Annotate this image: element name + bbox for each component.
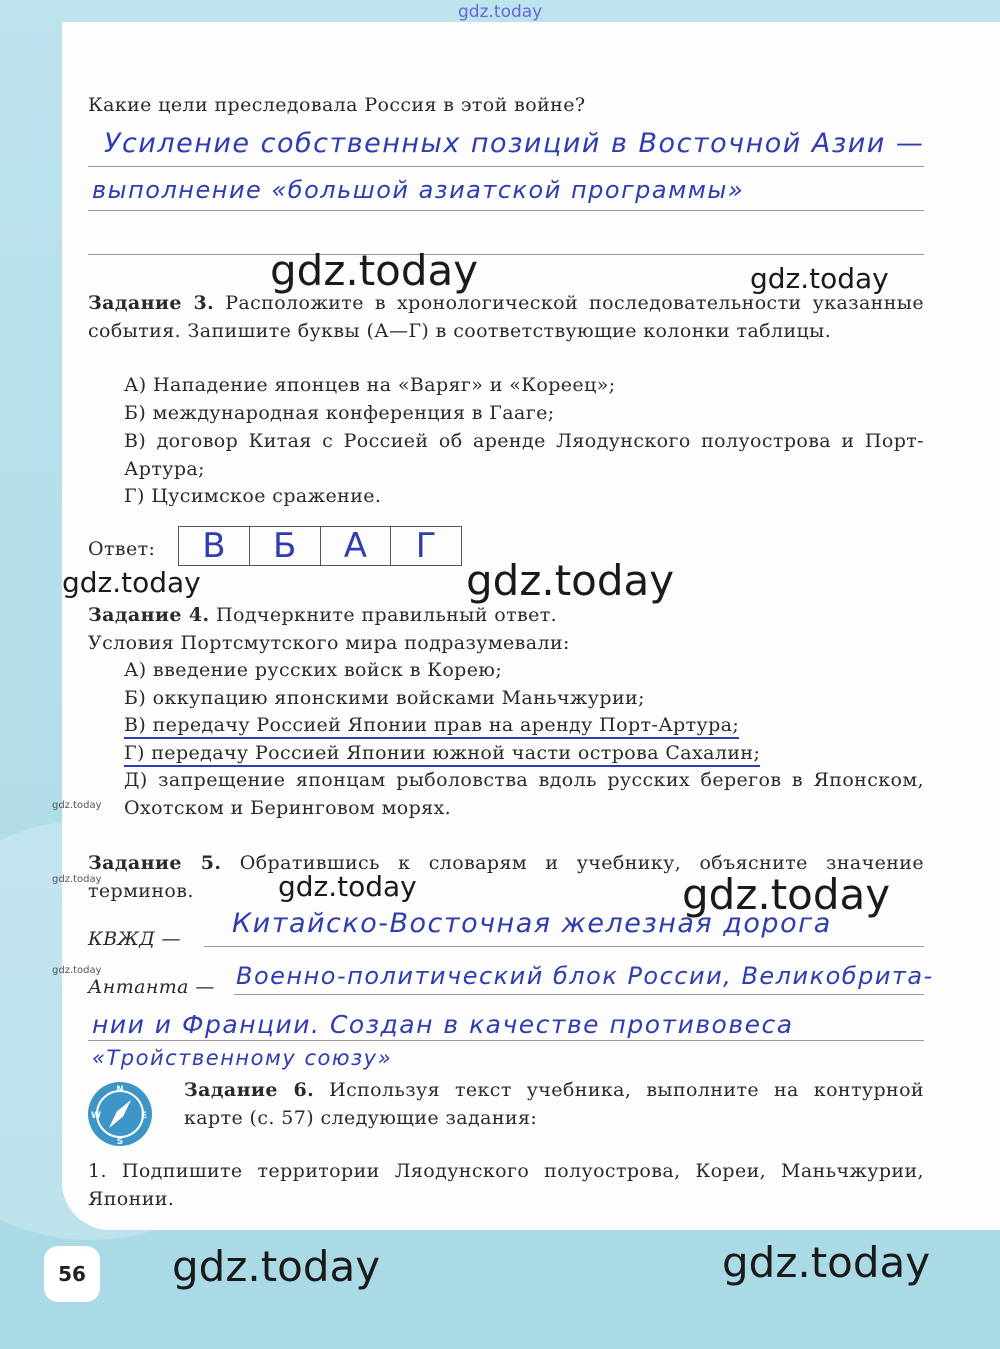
task4-instructions: Подчеркните правильный ответ. [215,604,558,626]
task3-item-c: В) договор Китая с Россией об аренде Ляодунского полуострова и Порт-Артура; [124,430,924,480]
answer-cell: Б [249,527,320,565]
term1-line [204,946,924,947]
task6-instructions: Используя текст учебника, выполните на контурной карте (с. 57) следующие задания: [184,1079,924,1129]
task3-item-d: Г) Цусимское сражение. [124,485,382,507]
answer-line-3 [88,254,924,255]
watermark: gdz.today [682,870,891,919]
task4-item-d [88,740,924,768]
task6-item-1: 1. Подпишите территории Ляодунского полуострова, Кореи, Маньчжурии, Японии. [88,1160,924,1210]
watermark: gdz.today [172,1242,381,1291]
watermark: gdz.today [466,556,675,605]
task3-text [88,290,924,345]
task6-text [184,1077,924,1132]
goals-answer-line2: выполнение «большой азиатской программы» [92,176,745,204]
task4-text [88,602,924,630]
watermark: gdz.today [750,262,889,295]
term1-answer: Китайско-Восточная железная дорога [232,908,832,939]
task4-item-a: А) введение русских войск в Корею; [124,659,503,681]
task3-item-b: Б) международная конференция в Гааге; [124,402,555,424]
watermark-small: gdz.today [52,874,102,885]
task3-instructions: Расположите в хронологической последовательности указанные события. Запишите буквы (А—Г) в соответствующие колонки таблицы. [88,292,924,342]
answer-label: Ответ: [88,538,156,560]
answer-cell: В [202,526,226,566]
watermark-small: gdz.today [52,800,102,811]
goals-answer-line1: Усиление собственных позиций в Восточной Азии — [104,128,925,159]
watermark-top: gdz.today [458,2,543,22]
watermark: gdz.today [62,566,201,599]
compass-n: N [116,1085,124,1095]
watermark: gdz.today [722,1238,931,1287]
page-number: 56 [44,1246,100,1302]
task5-label: Задание 5. [88,852,222,874]
task3-label: Задание 3. [88,292,215,314]
watermark-small: gdz.today [52,965,102,976]
answer-table [178,526,462,566]
compass-s: S [116,1137,124,1147]
task4-label: Задание 4. [88,604,210,626]
goals-question: Какие цели преследовала Россия в этой войне? [88,94,586,116]
compass-e: E [140,1111,148,1121]
task4-item-b: Б) оккупацию японскими войсками Маньчжурии; [124,687,645,709]
answer-cell: Г [390,527,461,565]
task4-intro: Условия Портсмутского мира подразумевали: [88,632,570,654]
term2-answer-line3: «Тройственному союзу» [92,1046,393,1070]
task5-instructions: Обратившись к словарям и учебнику, объясните значение терминов. [88,852,924,902]
compass-w: W [91,1111,101,1121]
task3-item-a: А) Нападение японцев на «Варяг» и «Кореец»; [124,374,616,396]
term-kvzhd: КВЖД — [88,928,181,950]
term2-line-2 [88,1040,924,1041]
term2-line-1 [234,994,924,995]
task4-item-e: Д) запрещение японцам рыболовства вдоль русских берегов в Японском, Охотском и Беринговом морях. [124,769,924,819]
term-entente: Антанта — [88,976,215,998]
compass-icon [86,1080,154,1148]
term2-answer-line2: нии и Франции. Создан в качестве противовеса [92,1010,794,1039]
watermark: gdz.today [278,870,417,903]
underlined-answer: Г) передачу Россией Японии южной части острова Сахалин; [124,741,760,767]
answer-line-2 [88,210,924,211]
watermark: gdz.today [270,246,479,295]
task4-item-c [88,712,924,740]
task6-label: Задание 6. [184,1079,315,1101]
answer-line-1 [88,166,924,167]
term2-answer-line1: Военно-политический блок России, Великобрита- [236,962,934,990]
underlined-answer: В) передачу Россией Японии прав на аренду Порт-Артура; [124,713,739,739]
answer-cell: А [320,527,391,565]
